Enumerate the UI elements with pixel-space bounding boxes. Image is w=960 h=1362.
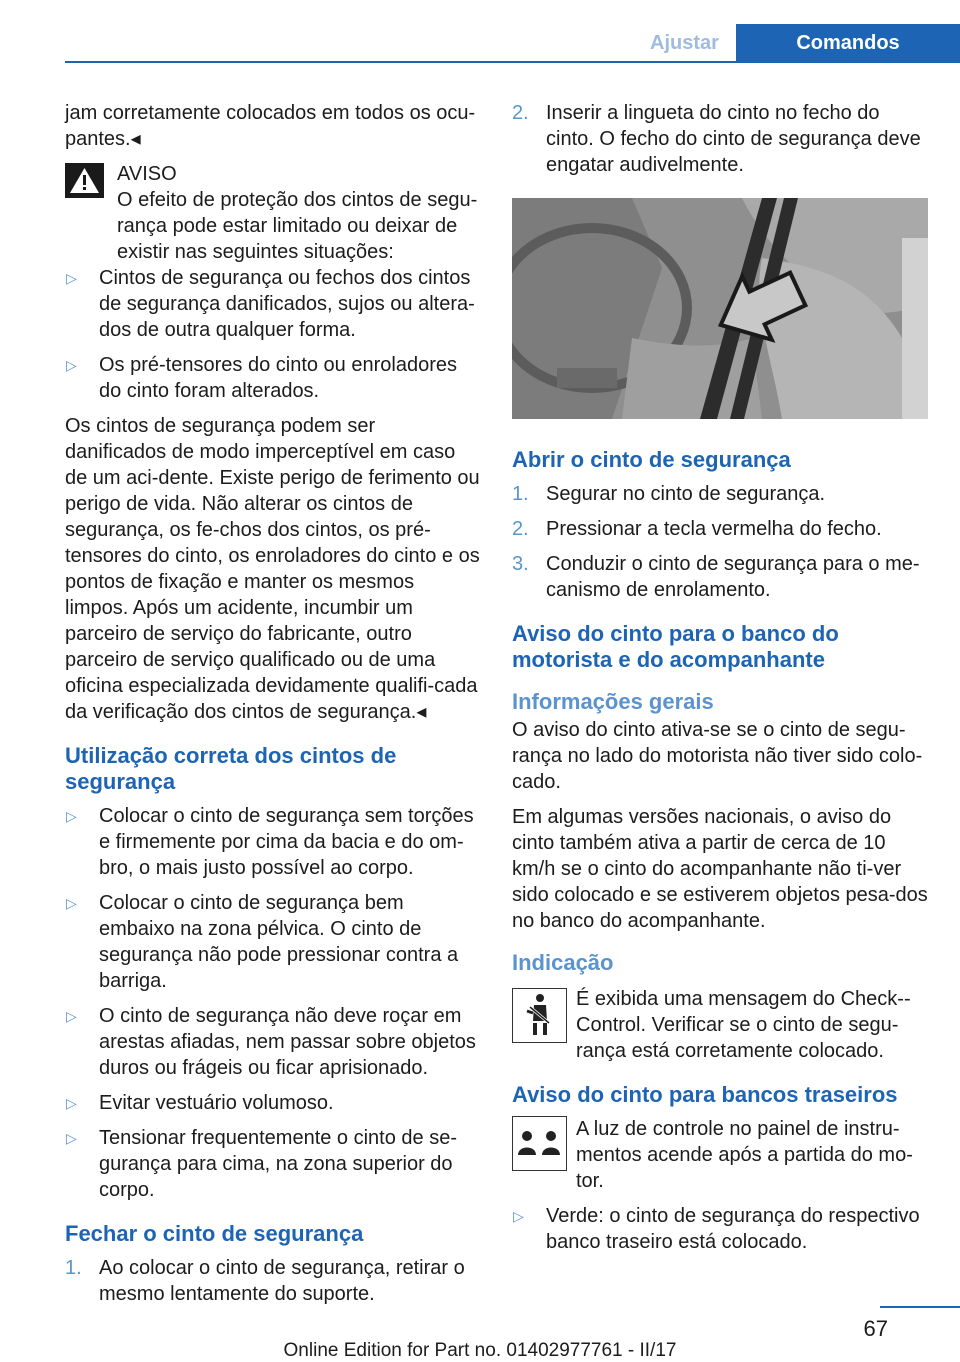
subheading-indication: Indicação [512,950,614,975]
list-item: ▷ Cintos de segurança ou fechos dos cintos de segurança danificados, sujos ou altera-dos de outra qualquer forma. [66,267,475,341]
close-belt-steps-cont [512,100,928,178]
page-number: 67 [863,1316,888,1341]
warning-list [65,265,480,404]
seatbelt-warning-icon [512,988,567,1043]
heading-open-belt: Abrir o cinto de segurança [512,447,791,472]
close-belt-steps [65,1255,480,1307]
footer-rule [880,1306,960,1308]
heading-belt-warning-front: Aviso do cinto para o banco do motorista e do acompanhante [512,621,839,672]
list-item: ▷ Colocar o cinto de segurança bem embaixo na zona pélvica. O cinto de segurança não pode pressionar contra a barriga. [66,892,459,992]
triangle-bullet-icon: ▷ [66,357,77,373]
rear-seats-occupant-icon [512,1116,567,1171]
right-column [512,100,928,1264]
list-item: 2. Inserir a lingueta do cinto no fecho do cinto. O fecho do cinto de segurança deve engatar audivelmente. [512,102,921,176]
triangle-bullet-icon: ▷ [66,1130,77,1146]
rear-warning-text: A luz de controle no painel de instru-mentos acende após a partida do mo-tor. [576,1118,913,1192]
header-rule [65,61,960,63]
triangle-bullet-icon: ▷ [513,1208,524,1224]
warning-block [65,161,480,265]
triangle-bullet-icon: ▷ [66,270,77,286]
triangle-bullet-icon: ▷ [66,895,77,911]
tab-ajustar[interactable]: Ajustar [650,32,719,54]
heading-rear-seat-warning: Aviso do cinto para bancos traseiros [512,1082,898,1107]
seatbelt-photo [512,198,928,419]
open-belt-steps [512,481,928,603]
indication-row [512,986,928,1064]
tab-comandos[interactable]: Comandos [736,24,960,63]
intro-text: jam corretamente colocados em todos os ocu-pantes.◂ [65,102,476,150]
list-item: ▷ Os pré-tensores do cinto ou enroladores do cinto foram alterados. [66,354,457,402]
triangle-bullet-icon: ▷ [66,1008,77,1024]
indication-text: É exibida uma mensagem do Check--Control. Verificar se o cinto de segu-rança está corretamente colocado. [576,988,911,1062]
rear-warning-list [512,1203,928,1255]
general-info-p2: Em algumas versões nacionais, o aviso do cinto também ativa a partir de cerca de 10 km/h se o cinto do acompanhante não ti-ver sido colocado e se estiverem objetos pesa-dos no banco do acompanhante. [512,806,928,932]
warning-triangle-icon [65,163,104,198]
list-item: ▷ Evitar vestuário volumoso. [66,1092,334,1114]
list-item: 2. Pressionar a tecla vermelha do fecho. [512,518,882,540]
left-column [65,100,480,1316]
list-item: 3. Conduzir o cinto de segurança para o me-canismo de enrolamento. [512,553,920,601]
warning-consequence: Os cintos de segurança podem ser danificados de modo imperceptível em caso de um aci-dente. Existe perigo de ferimento ou perigo de vida. Não alterar os cintos de segurança, os fe-chos dos cintos, os pré-tensores do cinto, os enroladores do cinto e os pontos de fixação e manter os mesmos limpos. Após um acidente, incumbir um parceiro de serviço do fabricante, outro parceiro de serviço qualificado ou de uma oficina especializada devidamente qualifi-cada da verificação dos cintos de segurança.◂ [65,415,480,723]
list-item: ▷ Colocar o cinto de segurança sem torções e firmemente por cima da bacia e do om-bro, o mais justo possível ao corpo. [66,805,474,879]
list-item: 1. Ao colocar o cinto de segurança, retirar o mesmo lentamente do suporte. [65,1257,465,1305]
edition-footer: Online Edition for Part no. 01402977761 - II/17 [283,1340,677,1361]
correct-use-list [65,803,480,1203]
general-info-p1: O aviso do cinto ativa-se se o cinto de segu-rança no lado do motorista não tiver sido colo-cado. [512,719,923,793]
heading-correct-use: Utilização correta dos cintos de segurança [65,743,397,794]
list-item: ▷ Verde: o cinto de segurança do respectivo banco traseiro está colocado. [513,1205,920,1253]
warning-text: O efeito de proteção dos cintos de segu-rança pode estar limitado ou deixar de existir nas seguintes situações: [117,189,478,263]
warning-title: AVISO [117,163,177,185]
rear-warning-row [512,1116,928,1194]
list-item: 1. Segurar no cinto de segurança. [512,483,826,505]
subheading-general-info: Informações gerais [512,689,714,714]
list-item: ▷ O cinto de segurança não deve roçar em arestas afiadas, nem passar sobre objetos duros ou frágeis ou ficar aprisionado. [66,1005,476,1079]
triangle-bullet-icon: ▷ [66,1095,77,1111]
list-item: ▷ Tensionar frequentemente o cinto de se-gurança para cima, na zona superior do corpo. [66,1127,457,1201]
heading-close-belt: Fechar o cinto de segurança [65,1221,364,1246]
triangle-bullet-icon: ▷ [66,808,77,824]
